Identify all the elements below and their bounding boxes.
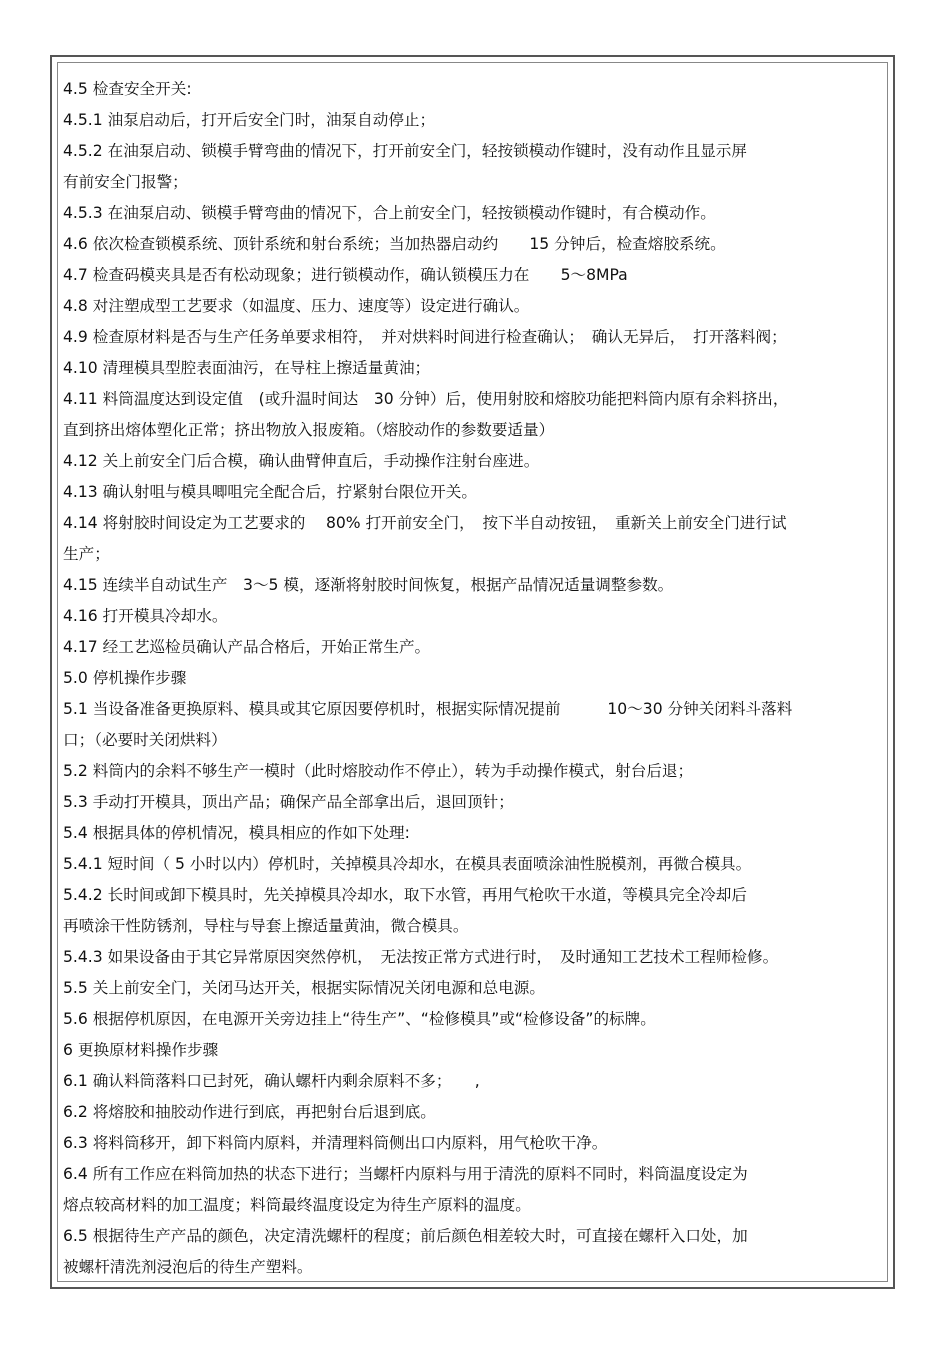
line-4-11-cont: 直到挤出熔体塑化正常；挤出物放入报废箱。（熔胶动作的参数要适量） <box>63 421 555 439</box>
line-5-3: 5.3 手动打开模具，顶出产品；确保产品全部拿出后，退回顶针； <box>63 793 514 811</box>
line-6-4: 6.4 所有工作应在料筒加热的状态下进行；当螺杆内原料与用于清洗的原料不同时，料筒温度设定为 <box>63 1165 748 1183</box>
document-inner-border <box>57 62 888 1282</box>
line-4-5-2-cont: 有前安全门报警； <box>63 173 188 191</box>
line-5-6: 5.6 根据停机原因，在电源开关旁边挂上“待生产”、“检修模具”或“检修设备”的标牌。 <box>63 1010 656 1028</box>
line-5-5: 5.5 关上前安全门，关闭马达开关，根据实际情况关闭电源和总电源。 <box>63 979 545 997</box>
line-4-8: 4.8 对注塑成型工艺要求（如温度、压力、速度等）设定进行确认。 <box>63 297 530 315</box>
line-6-5-cont: 被螺杆清洗剂浸泡后的待生产塑料。 <box>63 1258 313 1276</box>
heading-6: 6 更换原材料操作步骤 <box>63 1041 219 1059</box>
line-4-16: 4.16 打开模具冷却水。 <box>63 607 228 625</box>
line-6-2: 6.2 将熔胶和抽胶动作进行到底，再把射台后退到底。 <box>63 1103 436 1121</box>
line-4-7: 4.7 检查码模夹具是否有松动现象；进行锁模动作，确认锁模压力在 5～8MPa <box>63 266 628 284</box>
line-6-1: 6.1 确认料筒落料口已封死，确认螺杆内剩余原料不多； , <box>63 1072 480 1090</box>
line-4-5-2: 4.5.2 在油泵启动、锁模手臂弯曲的情况下，打开前安全门，轻按锁模动作键时，没有动作且显示屏 <box>63 142 747 160</box>
line-4-14: 4.14 将射胶时间设定为工艺要求的 80% 打开前安全门， 按下半自动按钮， 重新关上前安全门进行试 <box>63 514 787 532</box>
line-5-4-3: 5.4.3 如果设备由于其它异常原因突然停机， 无法按正常方式进行时， 及时通知工艺技术工程师检修。 <box>63 948 779 966</box>
line-5-4-2: 5.4.2 长时间或卸下模具时，先关掉模具冷却水，取下水管，再用气枪吹干水道，等模具完全冷却后 <box>63 886 747 904</box>
line-5-1-cont: 口；（必要时关闭烘料） <box>63 731 227 749</box>
line-4-5-1: 4.5.1 油泵启动后，打开后安全门时，油泵自动停止； <box>63 111 436 129</box>
line-5-2: 5.2 料筒内的余料不够生产一模时（此时熔胶动作不停止），转为手动操作模式，射台后退； <box>63 762 694 780</box>
line-5-4-1: 5.4.1 短时间（ 5 小时以内）停机时，关掉模具冷却水，在模具表面喷涂油性脱模剂，再微合模具。 <box>63 855 752 873</box>
line-4-14-cont: 生产； <box>63 545 110 563</box>
line-4-5: 4.5 检查安全开关: <box>63 80 192 98</box>
line-5-4-2-cont: 再喷涂干性防锈剂，导柱与导套上擦适量黄油，微合模具。 <box>63 917 469 935</box>
document-body <box>63 74 889 1283</box>
document-outer-border <box>50 55 895 1289</box>
line-4-5-3: 4.5.3 在油泵启动、锁模手臂弯曲的情况下，合上前安全门，轻按锁模动作键时，有合模动作。 <box>63 204 716 222</box>
line-4-13: 4.13 确认射咀与模具唧咀完全配合后，拧紧射台限位开关。 <box>63 483 477 501</box>
line-4-6: 4.6 依次检查锁模系统、顶针系统和射台系统；当加热器启动约 15 分钟后，检查熔胶系统。 <box>63 235 726 253</box>
line-5-4: 5.4 根据具体的停机情况，模具相应的作如下处理: <box>63 824 410 842</box>
line-4-17: 4.17 经工艺巡检员确认产品合格后，开始正常生产。 <box>63 638 431 656</box>
line-4-15: 4.15 连续半自动试生产 3～5 模，逐渐将射胶时间恢复，根据产品情况适量调整参数。 <box>63 576 674 594</box>
line-4-9: 4.9 检查原材料是否与生产任务单要求相符， 并对烘料时间进行检查确认； 确认无异后， 打开落料阀； <box>63 328 787 346</box>
line-5-1: 5.1 当设备准备更换原料、模具或其它原因要停机时，根据实际情况提前 10～30 分钟关闭料斗落料 <box>63 700 793 718</box>
line-4-10: 4.10 清理模具型腔表面油污，在导柱上擦适量黄油； <box>63 359 431 377</box>
line-6-4-cont: 熔点较高材料的加工温度；料筒最终温度设定为待生产原料的温度。 <box>63 1196 531 1214</box>
heading-5-0: 5.0 停机操作步骤 <box>63 669 187 687</box>
line-4-12: 4.12 关上前安全门后合模，确认曲臂伸直后，手动操作注射台座进。 <box>63 452 540 470</box>
line-4-11: 4.11 料筒温度达到设定值 (或升温时间达 30 分钟）后，使用射胶和熔胶功能把料筒内原有余料挤出， <box>63 390 789 408</box>
line-6-5: 6.5 根据待生产产品的颜色，决定清洗螺杆的程度；前后颜色相差较大时，可直接在螺杆入口处，加 <box>63 1227 748 1245</box>
line-6-3: 6.3 将料筒移开，卸下料筒内原料，并清理料筒侧出口内原料，用气枪吹干净。 <box>63 1134 608 1152</box>
